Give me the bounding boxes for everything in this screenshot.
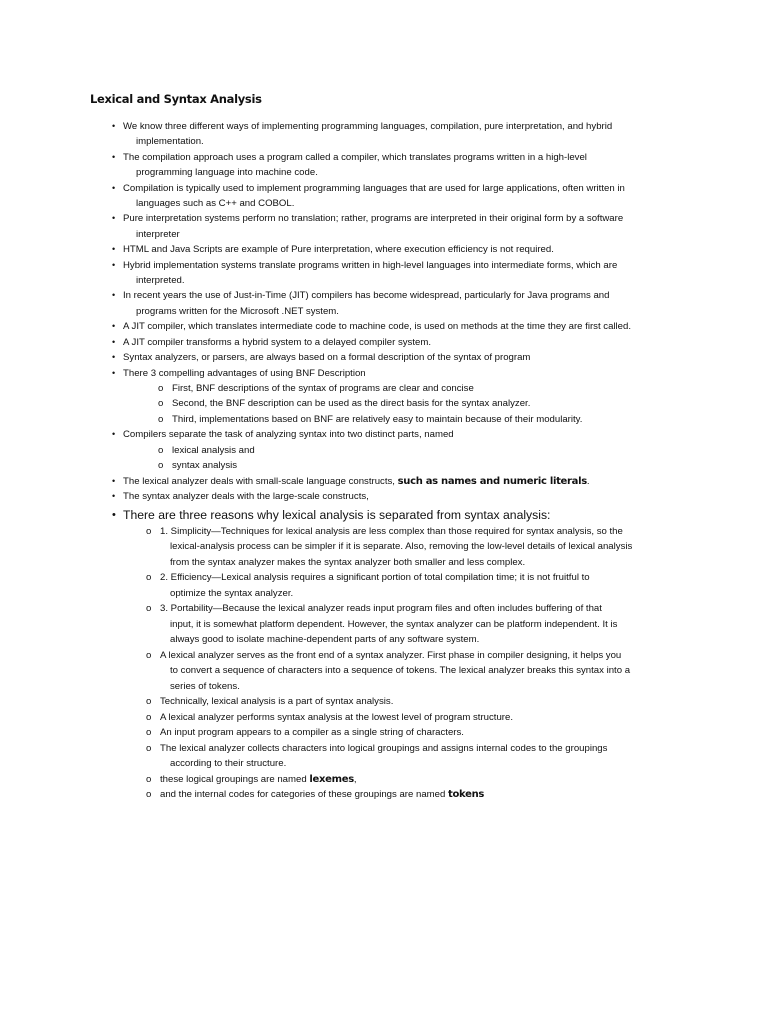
bold-phrase: such as names and numeric literals [397,475,587,487]
sub-list-item: o 2. Efficiency—Lexical analysis requires a significant portion of total compilation time; it is not fruitful to optimize the syntax analyzer. [146,572,590,599]
sub-bullet-icon: o [158,398,164,410]
sub-list-item: o The lexical analyzer collects characters into logical groupings and assigns internal codes to the groupings according to their structure. [146,742,608,770]
list-item: • Hybrid implementation systems translate programs written in high-level languages into intermediate forms, which are interpreted. [112,259,618,287]
list-item [111,507,677,524]
sub-list-item: o 3. Portability—Because the lexical analyzer reads input program files and often includes buffering of that input, it is somewhat platform dependent. However, the syntax analyzer can be platform independent. It is always good to isolate machine-dependent parts of any software system. [146,603,618,646]
list-item-container [111,524,677,803]
list-item: • Syntax analyzers, or parsers, are always based on a formal description of the syntax of program [111,350,677,365]
bullet-icon: • [112,121,116,131]
bullet-icon: • [112,213,116,224]
list-item: • HTML and Java Scripts are example of Pure interpretation, where execution efficiency is not required. [111,242,677,257]
bullet-icon: • [112,367,116,378]
sub-bullet-icon: o [146,649,152,661]
page-title: Lexical and Syntax Analysis [90,92,262,106]
sub-bullet-icon: o [146,727,152,739]
bnf-advantages-list [158,381,677,428]
list-item: • The syntax analyzer deals with the large-scale constructs, [111,489,677,504]
bullet-icon: • [112,475,116,486]
bullet-icon: • [112,491,116,502]
sub-bullet-icon: o [158,460,164,472]
sub-list-item: o and the internal codes for categories of these groupings are named tokens [146,787,677,803]
list-item: • The lexical analyzer deals with small-scale language constructs, such as names and numeric literals. [111,474,677,489]
bullet-icon: • [112,352,116,363]
bullet-icon: • [112,244,116,255]
list-item: • In recent years the use of Just-in-Time (JIT) compilers has become widespread, particularly for Java programs and programs written for the Microsoft .NET system. [112,290,610,317]
bullet-icon: • [112,336,116,347]
sub-bullet-icon: o [146,603,152,615]
sub-list-item: o First, BNF descriptions of the syntax of programs are clear and concise [158,381,677,397]
bold-term-tokens: tokens [448,789,485,801]
sub-list-item: o lexical analysis and [158,443,677,459]
list-item: • There 3 compelling advantages of using BNF Description o First, BNF descriptions of the syntax of programs are clear and concise o Second, the BNF description can be used as the direct basis for the syntax analyzer. o Third, implementations based on BNF are relatively easy to maintain because of their modularity. [111,366,677,428]
reasons-heading: There are three reasons why lexical analysis is separated from syntax analysis: [123,507,551,522]
sub-bullet-icon: o [146,773,152,785]
sub-bullet-icon: o [146,742,152,754]
bullet-icon: • [112,151,116,162]
list-item: • Compilers separate the task of analyzing syntax into two distinct parts, named o lexical analysis and o syntax analysis [111,427,677,473]
bullet-icon: • [112,259,116,270]
main-bullet-list [111,119,677,803]
sub-list-item: o Third, implementations based on BNF are relatively easy to maintain because of their modularity. [158,412,677,428]
sub-bullet-icon: o [146,525,152,537]
bold-term-lexemes: lexemes [309,773,354,785]
sub-list-item: o 1. Simplicity—Techniques for lexical analysis are less complex than those required for syntax analysis, so the lexical-analysis process can be simpler if it is separate. Also, removing the low-level details of lexical analysis from the syntax analyzer makes the syntax analyzer both smaller and less complex. [146,525,633,568]
list-item: • Compilation is typically used to implement programming languages that are used for large applications, often written in languages such as C++ and COBOL. [112,182,625,210]
list-item: • A JIT compiler transforms a hybrid system to a delayed compiler system. [111,335,677,350]
bullet-icon: • [112,508,116,521]
sub-list-item: o A lexical analyzer serves as the front end of a syntax analyzer. First phase in compiler designing, it helps you to convert a sequence of characters into a sequence of tokens. The lexical analyzer breaks this syntax into a series of tokens. [146,649,631,692]
bullet-icon: • [112,429,116,440]
bullet-icon: • [112,290,116,301]
list-item: • The compilation approach uses a program called a compiler, which translates programs written in a high-level programming language into machine code. [112,151,587,179]
sub-list-item: o syntax analysis [158,458,677,474]
list-item: • We know three different ways of implementing programming languages, compilation, pure interpretation, and hybrid implementation. [112,121,613,148]
sub-bullet-icon: o [158,444,164,456]
analysis-parts-list [158,443,677,474]
list-item: • A JIT compiler, which translates intermediate code to machine code, is used on methods at the time they are first called. [111,319,677,334]
sub-list-item: o Technically, lexical analysis is a part of syntax analysis. [146,694,677,710]
sub-list-item: o An input program appears to a compiler as a single string of characters. [146,725,677,741]
list-item: • Pure interpretation systems perform no translation; rather, programs are interpreted in their original form by a software interpreter [112,213,624,240]
sub-bullet-icon: o [146,572,152,584]
sub-list-item: o these logical groupings are named lexemes, [146,772,677,788]
sub-bullet-icon: o [158,382,164,394]
reasons-list [146,524,677,803]
sub-list-item: o Second, the BNF description can be used as the direct basis for the syntax analyzer. [158,396,677,412]
bullet-icon: • [112,321,116,332]
sub-list-item: o A lexical analyzer performs syntax analysis at the lowest level of program structure. [146,710,677,726]
sub-bullet-icon: o [146,696,152,708]
sub-bullet-icon: o [146,789,152,801]
sub-bullet-icon: o [146,711,152,723]
bullet-icon: • [112,182,116,193]
sub-bullet-icon: o [158,413,164,425]
